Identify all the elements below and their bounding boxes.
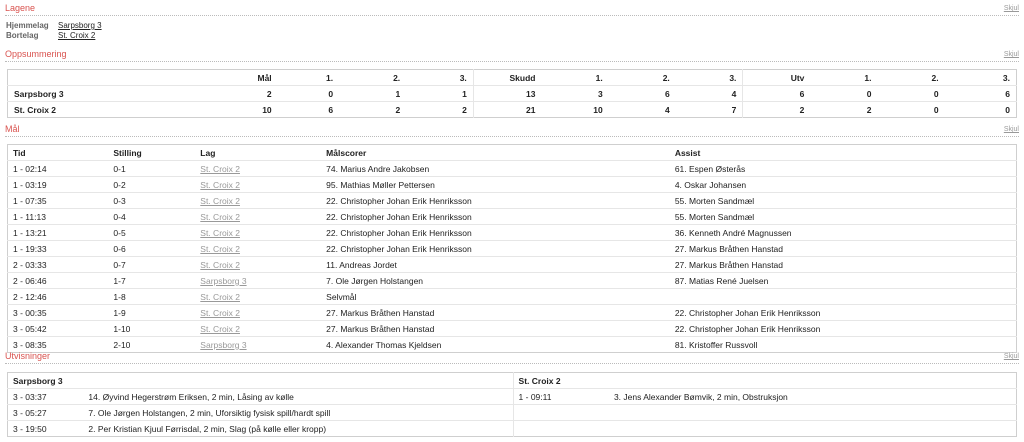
summary-value: 0 — [810, 86, 877, 102]
goal-assist: 55. Morten Sandmæl — [674, 195, 755, 206]
goal-time: 1 - 13:21 — [13, 227, 47, 238]
summary-value: 1 — [339, 86, 406, 102]
goal-time: 1 - 11:13 — [13, 211, 46, 222]
penalty-home-time: 3 - 05:27 — [8, 405, 84, 421]
goal-score: 2-10 — [113, 339, 131, 350]
section-title-oppsummering: Oppsummering — [5, 49, 67, 59]
summary-header-penalties-p2: 2. — [931, 72, 939, 83]
penalty-away-desc — [609, 405, 1017, 421]
goal-team-link[interactable]: St. Croix 2 — [200, 291, 240, 302]
goal-team-link-cell — [195, 257, 321, 273]
goal-score-cell — [108, 161, 195, 177]
goal-score: 0-3 — [113, 195, 126, 206]
summary-value: 3 — [541, 86, 608, 102]
goal-scorer: 22. Christopher Johan Erik Henriksson — [326, 195, 472, 206]
summary-header-shots-p2: 2. — [662, 72, 670, 83]
goal-scorer-cell — [321, 257, 670, 273]
goal-row — [8, 177, 1017, 193]
hide-oppsummering-link[interactable]: Skjul — [1003, 51, 1019, 58]
goal-scorer: 22. Christopher Johan Erik Henriksson — [326, 211, 472, 222]
goal-time-cell — [8, 177, 109, 193]
section-title-utvisninger: Utvisninger — [5, 351, 51, 361]
goal-score-cell — [108, 321, 195, 337]
section-mal-header — [5, 124, 1019, 137]
goal-team-link[interactable]: Sarpsborg 3 — [200, 275, 247, 286]
penalty-away-time: 1 - 09:11 — [513, 389, 609, 405]
goal-score-cell — [108, 209, 195, 225]
penalty-row — [8, 421, 1017, 437]
goal-scorer: 22. Christopher Johan Erik Henriksson — [326, 227, 472, 238]
goal-time-cell — [8, 209, 109, 225]
goal-scorer: Selvmål — [326, 291, 357, 302]
section-utvisninger-header — [5, 351, 1019, 364]
summary-value: 10 — [541, 102, 608, 118]
goal-time: 3 - 08:35 — [13, 339, 47, 350]
summary-value: 0 — [877, 102, 944, 118]
goal-score-cell — [108, 257, 195, 273]
goal-score: 1-8 — [113, 291, 126, 302]
goal-team-link-cell — [195, 305, 321, 321]
goal-time: 2 - 06:46 — [13, 275, 47, 286]
goal-score-cell — [108, 305, 195, 321]
penalty-home-desc: 2. Per Kristian Kjuul Førrisdal, 2 min, Slag (på kølle eller kropp) — [83, 421, 513, 437]
goal-assist: 27. Markus Bråthen Hanstad — [674, 259, 784, 270]
goal-assist: 27. Markus Bråthen Hanstad — [674, 243, 784, 254]
penalty-away-desc: 3. Jens Alexander Bømvik, 2 min, Obstruksjon — [609, 389, 1017, 405]
summary-value: 6 — [278, 102, 339, 118]
penalty-row — [8, 389, 1017, 405]
summary-value: 2 — [743, 102, 810, 118]
section-title-mal: Mål — [5, 124, 20, 134]
goal-time-cell — [8, 289, 109, 305]
summary-header-goals-p3: 3. — [459, 72, 467, 83]
goal-row — [8, 161, 1017, 177]
goal-team-link[interactable]: St. Croix 2 — [200, 179, 240, 190]
goal-score: 0-5 — [113, 227, 126, 238]
summary-value: 6 — [743, 86, 810, 102]
penalties-table — [7, 372, 1017, 437]
goal-assist-cell — [670, 289, 1017, 305]
goal-time: 3 - 05:42 — [13, 323, 47, 334]
summary-row-away — [8, 102, 1017, 118]
section-oppsummering-header — [5, 49, 1019, 62]
goal-team-link-cell — [195, 273, 321, 289]
penalties-home-team: Sarpsborg 3 — [13, 375, 63, 386]
goal-team-link[interactable]: St. Croix 2 — [200, 243, 240, 254]
penalty-home-desc: 7. Ole Jørgen Holstangen, 2 min, Uforsiktig fysisk spill/hardt spill — [83, 405, 513, 421]
away-team-link[interactable]: St. Croix 2 — [58, 31, 96, 40]
goal-scorer: 4. Alexander Thomas Kjeldsen — [326, 339, 442, 350]
goal-scorer-cell — [321, 321, 670, 337]
summary-value: 2 — [810, 102, 877, 118]
goal-time-cell — [8, 273, 109, 289]
goal-scorer-cell — [321, 177, 670, 193]
goal-row — [8, 193, 1017, 209]
goal-time: 1 - 07:35 — [13, 195, 47, 206]
goal-scorer: 22. Christopher Johan Erik Henriksson — [326, 243, 472, 254]
goal-score-cell — [108, 193, 195, 209]
goal-assist-cell — [670, 257, 1017, 273]
goal-team-link-cell — [195, 321, 321, 337]
goal-assist: 36. Kenneth André Magnussen — [674, 227, 792, 238]
goal-row — [8, 257, 1017, 273]
goal-score: 1-7 — [113, 275, 126, 286]
hide-lagene-link[interactable]: Skjul — [1003, 5, 1019, 12]
teams-info — [6, 21, 102, 41]
away-team-label: Bortelag — [6, 31, 39, 40]
goal-time: 1 - 19:33 — [13, 243, 47, 254]
goal-row — [8, 305, 1017, 321]
goals-header-row — [8, 145, 1017, 161]
goal-team-link[interactable]: St. Croix 2 — [200, 259, 240, 270]
goal-score-cell — [108, 241, 195, 257]
goal-team-link-cell — [195, 225, 321, 241]
goal-row — [8, 209, 1017, 225]
section-title-lagene: Lagene — [5, 3, 36, 13]
penalty-home-desc: 14. Øyvind Hegerstrøm Eriksen, 2 min, Låsing av kølle — [83, 389, 513, 405]
goals-header-scorer: Målscorer — [326, 147, 367, 158]
goal-assist: 61. Espen Østerås — [674, 163, 746, 174]
summary-header-shots-p3: 3. — [729, 72, 737, 83]
summary-header-goals-p1: 1. — [325, 72, 334, 83]
goal-time-cell — [8, 161, 109, 177]
goal-assist-cell — [670, 209, 1017, 225]
summary-header-penalties: Utv — [743, 70, 810, 86]
goal-assist: 55. Morten Sandmæl — [674, 211, 755, 222]
goal-score: 0-4 — [113, 211, 126, 222]
goal-assist: 81. Kristoffer Russvoll — [674, 339, 758, 350]
goal-team-link-cell — [195, 241, 321, 257]
goal-time-cell — [8, 321, 109, 337]
summary-value: 6 — [945, 86, 1017, 102]
goal-row — [8, 289, 1017, 305]
goal-assist-cell — [670, 273, 1017, 289]
goal-score: 1-10 — [113, 323, 131, 334]
goal-assist-cell — [670, 225, 1017, 241]
goal-scorer: 95. Mathias Møller Pettersen — [326, 179, 435, 190]
summary-value: 0 — [278, 86, 339, 102]
hide-utvisninger-link[interactable]: Skjul — [1003, 353, 1019, 360]
goal-time-cell — [8, 305, 109, 321]
summary-header-penalties-p3: 3. — [1002, 72, 1010, 83]
goals-header-assist: Assist — [674, 147, 701, 158]
goal-time: 2 - 03:33 — [13, 259, 47, 270]
penalty-row — [8, 405, 1017, 421]
goal-assist-cell — [670, 177, 1017, 193]
goal-team-link-cell — [195, 193, 321, 209]
hide-mal-link[interactable]: Skjul — [1003, 126, 1019, 133]
summary-value: 13 — [473, 86, 541, 102]
goal-score: 0-1 — [113, 163, 126, 174]
goal-scorer-cell — [321, 225, 670, 241]
goal-assist-cell — [670, 193, 1017, 209]
summary-value: 10 — [187, 102, 278, 118]
penalties-away-team: St. Croix 2 — [513, 373, 1016, 389]
goal-assist-cell — [670, 161, 1017, 177]
goal-assist: 22. Christopher Johan Erik Henriksson — [674, 323, 821, 334]
goal-score-cell — [108, 273, 195, 289]
goals-header-team: Lag — [200, 147, 216, 158]
goal-assist-cell — [670, 321, 1017, 337]
goals-table — [7, 144, 1017, 353]
goal-scorer: 74. Marius Andre Jakobsen — [326, 163, 430, 174]
summary-header-row — [8, 70, 1017, 86]
summary-header-shots: Skudd — [473, 70, 541, 86]
goal-assist: 22. Christopher Johan Erik Henriksson — [674, 307, 821, 318]
penalty-home-time: 3 - 03:37 — [8, 389, 84, 405]
goal-team-link[interactable]: St. Croix 2 — [200, 195, 240, 206]
goals-header-score: Stilling — [113, 147, 142, 158]
summary-header-goals-p2: 2. — [393, 72, 401, 83]
goal-team-link[interactable]: St. Croix 2 — [200, 307, 240, 318]
goal-scorer: 27. Markus Bråthen Hanstad — [326, 307, 435, 318]
goal-row — [8, 321, 1017, 337]
penalty-away-time — [513, 405, 609, 421]
goal-scorer: 7. Ole Jørgen Holstangen — [326, 275, 424, 286]
goal-scorer-cell — [321, 273, 670, 289]
goal-time: 2 - 12:46 — [13, 291, 47, 302]
goal-team-link[interactable]: St. Croix 2 — [200, 227, 240, 238]
goal-scorer: 27. Markus Bråthen Hanstad — [326, 323, 435, 334]
penalty-away-time — [513, 421, 609, 437]
goal-score: 1-9 — [113, 307, 126, 318]
section-lagene-header — [5, 3, 1019, 16]
goal-scorer-cell — [321, 305, 670, 321]
summary-value: 2 — [339, 102, 406, 118]
summary-header-penalties-p1: 1. — [864, 72, 872, 83]
summary-value: 4 — [676, 86, 743, 102]
goal-row — [8, 241, 1017, 257]
summary-value: 0 — [877, 86, 944, 102]
goal-score-cell — [108, 225, 195, 241]
penalty-away-desc — [609, 421, 1017, 437]
goal-team-link-cell — [195, 209, 321, 225]
goal-team-link[interactable]: Sarpsborg 3 — [200, 339, 247, 350]
goal-scorer-cell — [321, 289, 670, 305]
goal-scorer-cell — [321, 209, 670, 225]
summary-value: 0 — [945, 102, 1017, 118]
goal-time-cell — [8, 257, 109, 273]
goal-assist-cell — [670, 305, 1017, 321]
goal-score-cell — [108, 289, 195, 305]
goal-row — [8, 225, 1017, 241]
summary-value: 2 — [406, 102, 473, 118]
summary-table — [7, 69, 1017, 118]
penalty-home-time: 3 - 19:50 — [8, 421, 84, 437]
goal-time: 3 - 00:35 — [13, 307, 47, 318]
goal-row — [8, 273, 1017, 289]
summary-value: 2 — [187, 86, 278, 102]
summary-header-goals: Mål — [257, 72, 272, 83]
goal-team-link[interactable]: St. Croix 2 — [200, 163, 240, 174]
goal-score-cell — [108, 177, 195, 193]
summary-team-name: Sarpsborg 3 — [8, 86, 187, 102]
goal-scorer-cell — [321, 193, 670, 209]
home-team-link[interactable]: Sarpsborg 3 — [58, 21, 102, 30]
goal-time-cell — [8, 225, 109, 241]
summary-value: 1 — [406, 86, 473, 102]
goal-team-link-cell — [195, 177, 321, 193]
summary-value: 21 — [473, 102, 541, 118]
summary-row-home — [8, 86, 1017, 102]
goal-assist: 87. Matias René Juelsen — [674, 275, 769, 286]
summary-team-name: St. Croix 2 — [8, 102, 187, 118]
summary-header-team — [8, 70, 187, 86]
goal-time-cell — [8, 241, 109, 257]
goal-team-link-cell — [195, 161, 321, 177]
goal-score: 0-2 — [113, 179, 126, 190]
goal-time: 1 - 03:19 — [13, 179, 47, 190]
goal-team-link[interactable]: St. Croix 2 — [200, 211, 240, 222]
penalties-header-row — [8, 373, 1017, 389]
goal-scorer-cell — [321, 161, 670, 177]
goal-time: 1 - 02:14 — [13, 163, 47, 174]
goals-header-time: Tid — [13, 147, 26, 158]
home-team-label: Hjemmelag — [6, 21, 49, 30]
summary-value: 6 — [609, 86, 676, 102]
goal-team-link-cell — [195, 289, 321, 305]
goal-score: 0-7 — [113, 259, 126, 270]
summary-value: 7 — [676, 102, 743, 118]
goal-scorer-cell — [321, 241, 670, 257]
goal-score: 0-6 — [113, 243, 126, 254]
goal-assist-cell — [670, 241, 1017, 257]
goal-time-cell — [8, 193, 109, 209]
summary-value: 4 — [609, 102, 676, 118]
goal-assist: 4. Oskar Johansen — [674, 179, 747, 190]
goal-team-link[interactable]: St. Croix 2 — [200, 323, 240, 334]
summary-header-shots-p1: 1. — [595, 72, 603, 83]
goal-scorer: 11. Andreas Jordet — [326, 259, 397, 270]
